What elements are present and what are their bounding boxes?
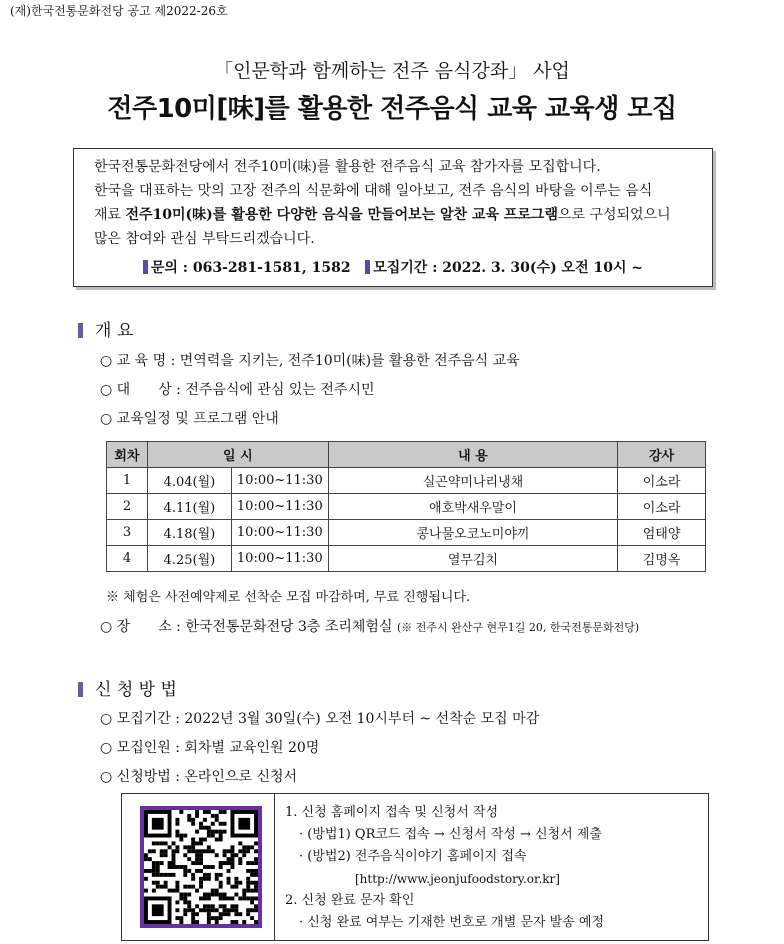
cell-date: 4.18(월)	[147, 520, 231, 546]
intro-line-2: 한국을 대표하는 맛의 고장 전주의 식문화에 대해 일아보고, 전주 음식의 바탕을 이루는 음식	[94, 183, 653, 199]
cell-content: 애호박새우말이	[328, 494, 617, 520]
cell-time: 10:00~11:30	[231, 546, 328, 572]
table-row	[107, 520, 706, 546]
cell-date: 4.25(월)	[147, 546, 231, 572]
cell-date: 4.04(월)	[147, 468, 231, 494]
page-title: 전주10미[味]를 활용한 전주음식 교육 교육생 모집	[107, 94, 677, 124]
section-apply-heading: 신 청 방 법	[78, 675, 177, 700]
step-1-method-2: · (방법2) 전주음식이야기 홈페이지 접속	[299, 849, 527, 864]
homepage-link[interactable]: [http://www.jeonjufoodstory.or.kr]	[355, 872, 560, 886]
place-detail: (※ 전주시 완산구 현무1길 20, 한국전통문화전당)	[396, 621, 640, 634]
header-content: 내 용	[328, 442, 617, 468]
apply-item-capacity: ○ 모집인원 : 회차별 교육인원 20명	[100, 740, 320, 756]
overview-item-target: ○ 대 상 : 전주음식에 관심 있는 전주시민	[100, 382, 375, 398]
free-note: ※ 체험은 사전예약제로 선착순 모집 마감하며, 무료 진행됩니다.	[106, 590, 471, 605]
apply-item-method: ○ 신청방법 : 온라인으로 신청서	[100, 769, 298, 785]
apply-box	[121, 793, 709, 941]
table-row	[107, 494, 706, 520]
cell-date: 4.11(월)	[147, 494, 231, 520]
overview-item-place: ○ 장 소 : 한국전통문화전당 3층 조리체험실 (※ 전주시 완산구 현무1길 20, 한국전통문화전당)	[100, 619, 640, 635]
step-1: 1. 신청 홈페이지 접속 및 신청서 작성	[285, 805, 499, 820]
cell-content: 실곤약미나리냉채	[328, 468, 617, 494]
cell-instructor: 김명옥	[618, 546, 706, 572]
apply-item-period: ○ 모집기간 : 2022년 3월 30일(수) 오전 10시부터 ~ 선착순 모집 마감	[100, 711, 540, 727]
cell-instructor: 이소라	[618, 494, 706, 520]
notice-number: (재)한국전통문화전당 공고 제2022-26호	[10, 4, 228, 18]
cell-instructor: 이소라	[618, 468, 706, 494]
cell-round: 4	[107, 546, 148, 572]
section-bar-icon	[78, 682, 83, 697]
recruit-period: 모집기간 : 2022. 3. 30(수) 오전 10시 ~	[373, 260, 644, 276]
cell-content: 열무김치	[328, 546, 617, 572]
qr-code-icon[interactable]	[140, 806, 262, 928]
header-instructor: 강사	[618, 442, 706, 468]
intro-box	[73, 148, 713, 287]
cell-time: 10:00~11:30	[231, 494, 328, 520]
table-header-row	[107, 442, 706, 468]
intro-line-1: 한국전통문화전당에서 전주10미(味)를 활용한 전주음식 교육 참가자를 모집합니다.	[94, 159, 601, 175]
section-bar-icon	[78, 323, 83, 338]
header-datetime: 일 시	[147, 442, 328, 468]
cell-time: 10:00~11:30	[231, 520, 328, 546]
step-1-method-1: · (방법1) QR코드 접속 → 신청서 작성 → 신청서 제출	[299, 827, 602, 842]
table-row	[107, 468, 706, 494]
overview-item-course: ○ 교 육 명 : 면역력을 지키는, 전주10미(味)를 활용한 전주음식 교육	[100, 353, 520, 369]
intro-line-4: 많은 참여와 관심 부탁드리겠습니다.	[94, 231, 315, 247]
cell-instructor: 엄태양	[618, 520, 706, 546]
contact-line	[74, 257, 712, 277]
step-2: 2. 신청 완료 문자 확인	[285, 893, 415, 908]
step-2-detail: · 신청 완료 여부는 기재한 번호로 개별 문자 발송 예정	[299, 915, 605, 930]
contact-info: 문의 : 063-281-1581, 1582	[150, 260, 351, 276]
overview-item-schedule: ○ 교육일정 및 프로그램 안내	[100, 411, 279, 427]
subtitle: 「인문학과 함께하는 전주 음식강좌」 사업	[214, 60, 570, 82]
section-overview-heading: 개 요	[78, 316, 133, 341]
cell-round: 3	[107, 520, 148, 546]
qr-cell	[122, 794, 275, 940]
header-round: 회차	[107, 442, 148, 468]
cell-round: 2	[107, 494, 148, 520]
bullet-square-icon	[365, 260, 370, 274]
cell-round: 1	[107, 468, 148, 494]
intro-line-3: 재료 전주10미(味)를 활용한 다양한 음식을 만들어보는 알찬 교육 프로그램으로 구성되었으니	[94, 207, 671, 223]
bullet-square-icon	[143, 260, 148, 274]
table-row	[107, 546, 706, 572]
apply-steps	[285, 802, 604, 934]
schedule-table	[106, 441, 706, 572]
cell-content: 콩나물오코노미야끼	[328, 520, 617, 546]
cell-time: 10:00~11:30	[231, 468, 328, 494]
